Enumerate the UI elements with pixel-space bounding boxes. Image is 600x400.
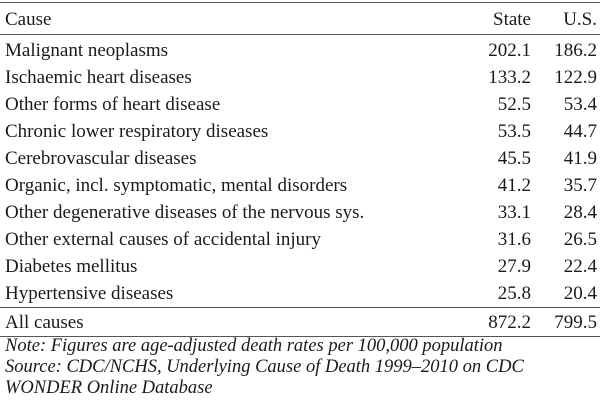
state-cell: 53.5: [497, 121, 531, 142]
death-rates-table-container: [0, 2, 600, 337]
death-rates-table: [0, 2, 600, 337]
state-cell: 41.2: [497, 175, 531, 196]
state-cell: 52.5: [497, 94, 531, 115]
table-row: [0, 35, 600, 65]
cause-cell: Other degenerative diseases of the nervous sys.: [5, 202, 365, 223]
cause-cell: Chronic lower respiratory diseases: [5, 121, 269, 142]
source-line-continued: WONDER Online Database: [5, 378, 213, 398]
us-cell: 28.4: [563, 202, 597, 223]
total-cause-cell: All causes: [0, 308, 470, 337]
us-cell: 186.2: [554, 40, 597, 61]
us-cell: 44.7: [563, 121, 597, 142]
table-header: [0, 3, 600, 35]
table-body: [0, 35, 600, 308]
table-row: [0, 91, 600, 118]
table-row: [0, 280, 600, 308]
us-cell: 53.4: [563, 94, 597, 115]
cause-cell: Ischaemic heart diseases: [5, 67, 192, 88]
note-line: Note: Figures are age-adjusted death rates per 100,000 population: [5, 336, 503, 356]
table-notes: [5, 336, 600, 399]
cause-cell: Malignant neoplasms: [5, 40, 169, 61]
state-cell: 31.6: [497, 229, 531, 250]
table-footer: [0, 308, 600, 337]
us-cell: 35.7: [563, 175, 597, 196]
us-cell: 26.5: [563, 229, 597, 250]
us-cell: 20.4: [563, 283, 597, 304]
cause-cell: Diabetes mellitus: [5, 256, 138, 277]
cause-cell: Other forms of heart disease: [5, 94, 221, 115]
table-row: [0, 145, 600, 172]
source-line: Source: CDC/NCHS, Underlying Cause of Death 1999–2010 on CDC: [5, 357, 524, 377]
state-cell: 45.5: [497, 148, 531, 169]
header-us: U.S.: [536, 3, 600, 35]
header-state: State: [470, 3, 536, 35]
cause-cell: Other external causes of accidental injury: [5, 229, 321, 250]
state-cell: 202.1: [488, 40, 531, 61]
us-cell: 22.4: [563, 256, 597, 277]
total-row: [0, 308, 600, 337]
header-cause: Cause: [0, 3, 470, 35]
table-row: [0, 118, 600, 145]
table-row: [0, 199, 600, 226]
table-row: [0, 226, 600, 253]
total-us-cell: 799.5: [536, 308, 600, 337]
total-state-cell: 872.2: [470, 308, 536, 337]
state-cell: 33.1: [497, 202, 531, 223]
us-cell: 41.9: [563, 148, 597, 169]
header-row: [0, 3, 600, 35]
cause-cell: Hypertensive diseases: [5, 283, 174, 304]
state-cell: 133.2: [488, 67, 531, 88]
table-row: [0, 172, 600, 199]
state-cell: 27.9: [497, 256, 531, 277]
cause-cell: Organic, incl. symptomatic, mental disorders: [5, 175, 348, 196]
state-cell: 25.8: [497, 283, 531, 304]
table-row: [0, 253, 600, 280]
cause-cell: Cerebrovascular diseases: [5, 148, 197, 169]
table-row: [0, 64, 600, 91]
us-cell: 122.9: [554, 67, 597, 88]
